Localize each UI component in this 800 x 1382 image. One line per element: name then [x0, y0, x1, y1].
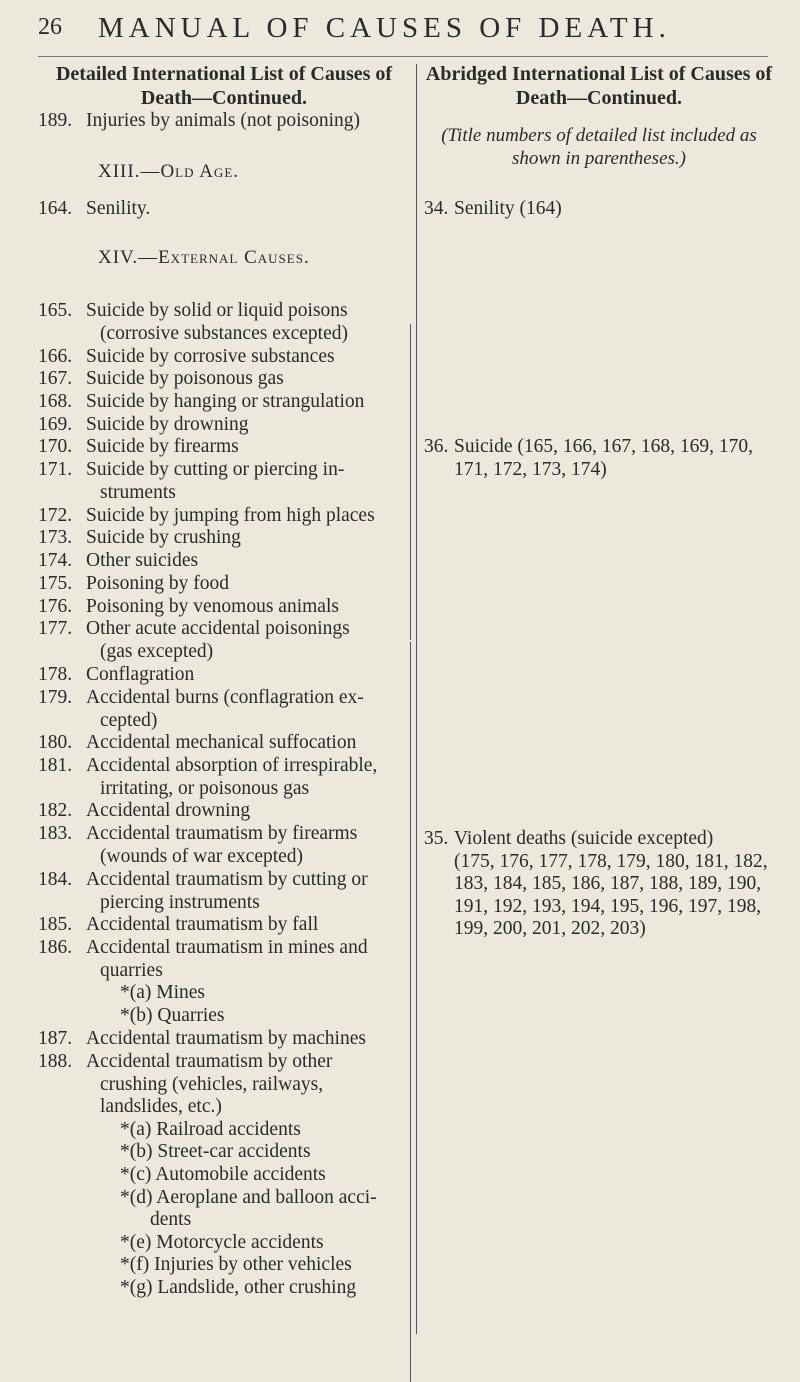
entry-text: Suicide by crushing — [86, 527, 241, 548]
entry-text: Accidental traumatism in mines and — [86, 937, 368, 958]
item-line: 183, 184, 185, 186, 187, 188, 189, 190, — [454, 873, 762, 895]
sub-entry: *(e) Motorcycle accidents — [120, 1231, 324, 1253]
item-line: 191, 192, 193, 194, 195, 196, 197, 198, — [454, 895, 762, 917]
entry-number: 182. — [38, 800, 73, 821]
entry-number: 167. — [38, 368, 73, 389]
entry-text: Suicide by jumping from high places — [86, 505, 375, 526]
entry-189 — [38, 110, 410, 133]
entry-178 — [38, 664, 410, 687]
entry-164 — [38, 198, 410, 221]
suicide-brace — [410, 324, 411, 640]
entry-number: 188. — [38, 1051, 73, 1072]
item-line: (175, 176, 177, 178, 179, 180, 181, 182, — [454, 850, 768, 872]
column-divider — [416, 64, 417, 1334]
detailed-list-column — [38, 62, 410, 1298]
entry-185 — [38, 914, 410, 937]
entry-188 — [38, 1051, 410, 1300]
entry-171 — [38, 459, 410, 504]
entry-number: 178. — [38, 664, 73, 685]
entry-173 — [38, 527, 410, 550]
entry-number: 183. — [38, 823, 73, 844]
entry-180 — [38, 732, 410, 755]
entry-165 — [38, 300, 410, 345]
abridged-list-column — [424, 62, 774, 940]
entry-text: Accidental traumatism by fall — [86, 914, 319, 935]
entry-text-continued: crushing (vehicles, railways, — [100, 1073, 324, 1095]
abridged-item-36 — [424, 436, 774, 481]
entry-175 — [38, 573, 410, 596]
entry-number: 169. — [38, 414, 73, 435]
detailed-list-title — [38, 62, 410, 110]
entry-text: Suicide by solid or liquid poisons — [86, 300, 348, 321]
entry-number: 186. — [38, 937, 73, 958]
entry-169 — [38, 414, 410, 437]
subtitle-line2: shown in parentheses.) — [512, 148, 686, 169]
sub-entry-continued: dents — [150, 1209, 192, 1231]
entry-text: Suicide by poisonous gas — [86, 368, 284, 389]
page-header — [38, 10, 768, 46]
entry-text: Suicide by cutting or piercing in- — [86, 459, 345, 480]
entry-text: Conflagration — [86, 664, 195, 685]
entry-text-continued: irritating, or poisonous gas — [100, 777, 310, 799]
entry-number: 175. — [38, 573, 73, 594]
abridged-item-35 — [424, 828, 774, 941]
sub-entry: *(f) Injuries by other vehicles — [120, 1254, 352, 1276]
page-number: 26 — [38, 14, 62, 40]
abridged-list-title — [424, 62, 774, 110]
entry-text: Senility. — [86, 198, 151, 219]
entry-text: Accidental traumatism by cutting or — [86, 869, 368, 890]
item-line: 199, 200, 201, 202, 203) — [454, 918, 646, 940]
violent-deaths-brace — [410, 642, 411, 1382]
entry-text: Accidental traumatism by other — [86, 1051, 333, 1072]
entry-number: 181. — [38, 755, 73, 776]
entry-number: 166. — [38, 346, 73, 367]
entry-text-continued: quarries — [100, 959, 163, 981]
detailed-title-line1: Detailed International List of Causes of — [55, 63, 393, 85]
section-external-causes: XIV.—External Causes. — [98, 247, 310, 268]
entry-182 — [38, 800, 410, 823]
entry-text: Other acute accidental poisonings — [86, 618, 350, 639]
sub-entry: *(a) Railroad accidents — [120, 1118, 301, 1140]
entry-text: Suicide by corrosive substances — [86, 346, 335, 367]
entry-text: Accidental absorption of irrespirable, — [86, 755, 378, 776]
entry-text: Accidental traumatism by firearms — [86, 823, 358, 844]
item-number: 34. — [424, 198, 449, 219]
entry-number: 164. — [38, 198, 73, 219]
entry-text: Injuries by animals (not poisoning) — [86, 110, 361, 131]
entry-text-continued: landslides, etc.) — [100, 1096, 222, 1118]
entry-text-continued: (wounds of war excepted) — [100, 845, 304, 867]
entry-text: Suicide by firearms — [86, 436, 239, 457]
sub-entry: *(b) Street-car accidents — [120, 1141, 311, 1163]
entry-number: 174. — [38, 550, 73, 571]
sub-entry: *(d) Aeroplane and balloon acci- — [120, 1186, 377, 1208]
entry-170 — [38, 436, 410, 459]
entry-number: 172. — [38, 505, 73, 526]
entry-text: Accidental burns (conflagration ex- — [86, 687, 364, 708]
sub-entry: *(c) Automobile accidents — [120, 1163, 326, 1185]
entry-text: Accidental mechanical suffocation — [86, 732, 357, 753]
sub-entry: *(g) Landslide, other crushing — [120, 1276, 357, 1298]
item-text: Senility (164) — [454, 198, 562, 219]
sub-entry: *(b) Quarries — [120, 1004, 225, 1026]
entry-text-continued: cepted) — [100, 709, 158, 731]
entry-number: 171. — [38, 459, 73, 480]
item-number: 36. — [424, 436, 449, 457]
abridged-title-line2: Death—Continued. — [515, 87, 683, 109]
entry-text: Poisoning by food — [86, 573, 230, 594]
entry-number: 176. — [38, 596, 73, 617]
detailed-title-line2: Death—Continued. — [140, 87, 308, 109]
section-old-age: XIII.—Old Age. — [98, 161, 240, 182]
entry-text-continued: (corrosive substances excepted) — [100, 322, 348, 344]
entry-176 — [38, 596, 410, 619]
item-line: Violent deaths (suicide excepted) — [454, 828, 714, 849]
entry-184 — [38, 869, 410, 914]
entry-text-continued: (gas excepted) — [100, 640, 214, 662]
entry-183 — [38, 823, 410, 868]
entry-text: Accidental drowning — [86, 800, 251, 821]
item-line: Suicide (165, 166, 167, 168, 169, 170, — [454, 436, 753, 457]
entry-186 — [38, 937, 410, 1027]
entry-text-continued: struments — [100, 481, 176, 503]
entry-174 — [38, 550, 410, 573]
entry-number: 187. — [38, 1028, 73, 1049]
item-number: 35. — [424, 828, 449, 849]
entry-166 — [38, 346, 410, 369]
entry-number: 165. — [38, 300, 73, 321]
subtitle-line1: (Title numbers of detailed list included as — [441, 125, 757, 146]
sub-entry: *(a) Mines — [120, 982, 206, 1004]
entry-text: Suicide by hanging or strangulation — [86, 391, 365, 412]
entry-172 — [38, 505, 410, 528]
entry-number: 170. — [38, 436, 73, 457]
entry-187 — [38, 1028, 410, 1051]
entry-number: 185. — [38, 914, 73, 935]
entry-number: 189. — [38, 110, 73, 131]
entry-167 — [38, 368, 410, 391]
entry-181 — [38, 755, 410, 800]
entry-text: Poisoning by venomous animals — [86, 596, 339, 617]
entry-179 — [38, 687, 410, 732]
abridged-subtitle — [424, 124, 774, 170]
entry-number: 179. — [38, 687, 73, 708]
entry-177 — [38, 618, 410, 663]
running-head: MANUAL OF CAUSES OF DEATH. — [98, 12, 671, 44]
entry-number: 184. — [38, 869, 73, 890]
entry-text: Accidental traumatism by machines — [86, 1028, 366, 1049]
item-line: 171, 172, 173, 174) — [454, 458, 607, 480]
entry-number: 180. — [38, 732, 73, 753]
entry-number: 173. — [38, 527, 73, 548]
entry-number: 168. — [38, 391, 73, 412]
abridged-item-34 — [424, 198, 774, 221]
abridged-title-line1: Abridged International List of Causes of — [425, 63, 773, 85]
entry-text-continued: piercing instruments — [100, 891, 260, 913]
header-rule — [38, 56, 768, 57]
entry-text: Suicide by drowning — [86, 414, 249, 435]
entry-text: Other suicides — [86, 550, 199, 571]
entry-number: 177. — [38, 618, 73, 639]
entry-168 — [38, 391, 410, 414]
